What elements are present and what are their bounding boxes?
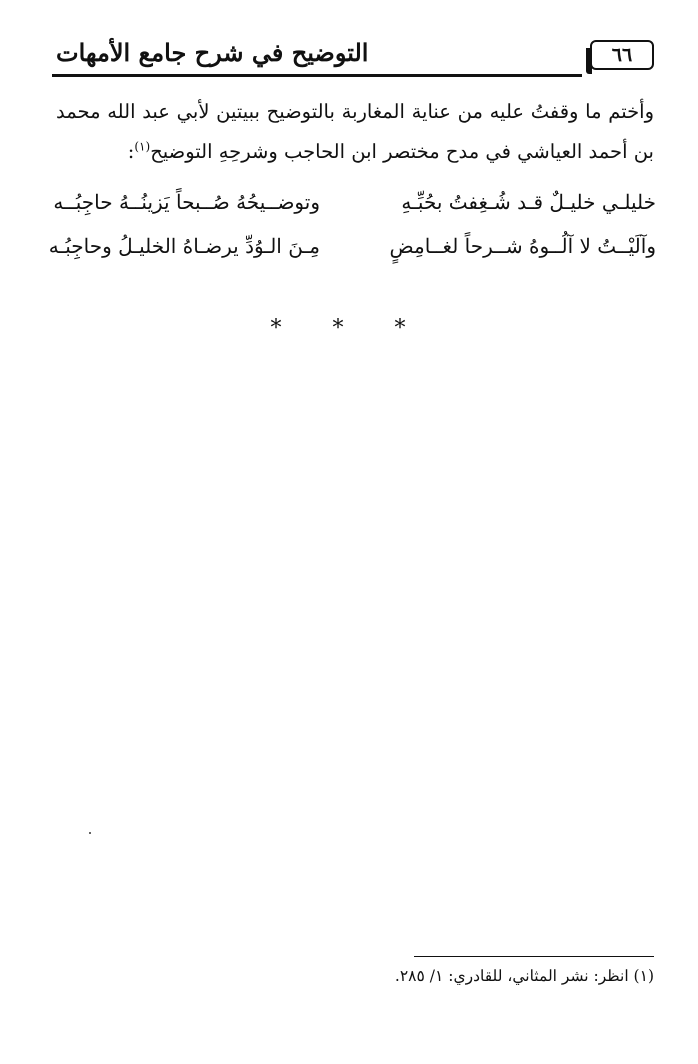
verse-first-hemistich: خليلـي خليـلٌ قـد شُـغِفتُ بحُبِّـهِ xyxy=(401,190,656,214)
page-number: ٦٦ xyxy=(611,44,633,66)
running-title: التوضيح في شرح جامع الأمهات xyxy=(56,38,369,67)
verse-second-hemistich: مِـنَ الـوُدِّ يرضـاهُ الخليـلُ وحاجِبُـه xyxy=(48,234,320,258)
footnote: (١) انظر: نشر المثاني، للقادري: ١/ ٢٨٥. xyxy=(394,967,654,985)
header-rule xyxy=(52,74,582,77)
section-break-asterisks: * * * xyxy=(270,316,428,341)
verse-line xyxy=(53,180,656,224)
body-paragraph xyxy=(56,92,654,172)
stray-dot xyxy=(89,832,91,834)
page-number-box xyxy=(590,40,654,70)
paragraph-text: وأختم ما وقفتُ عليه من عناية المغاربة بالتوضيح ببيتين لأبي عبد الله محمد بن أحمد العياشي في مدح مختصر ابن الحاجب وشرحِهِ التوضيح xyxy=(56,100,654,163)
verse-line xyxy=(48,224,656,268)
paragraph-colon: : xyxy=(127,140,135,163)
poem xyxy=(48,180,656,268)
footnote-rule xyxy=(414,956,654,957)
page-header xyxy=(52,36,654,80)
verse-second-hemistich: وتوضــيحُهُ صُــبحاً يَزينُــهُ حاجِبُــه xyxy=(53,190,320,214)
verse-first-hemistich: وآلَيْــتُ لا آلُــوهُ شــرحاً لغــامِضٍ xyxy=(389,234,656,258)
footnote-reference: (١) xyxy=(134,139,151,154)
